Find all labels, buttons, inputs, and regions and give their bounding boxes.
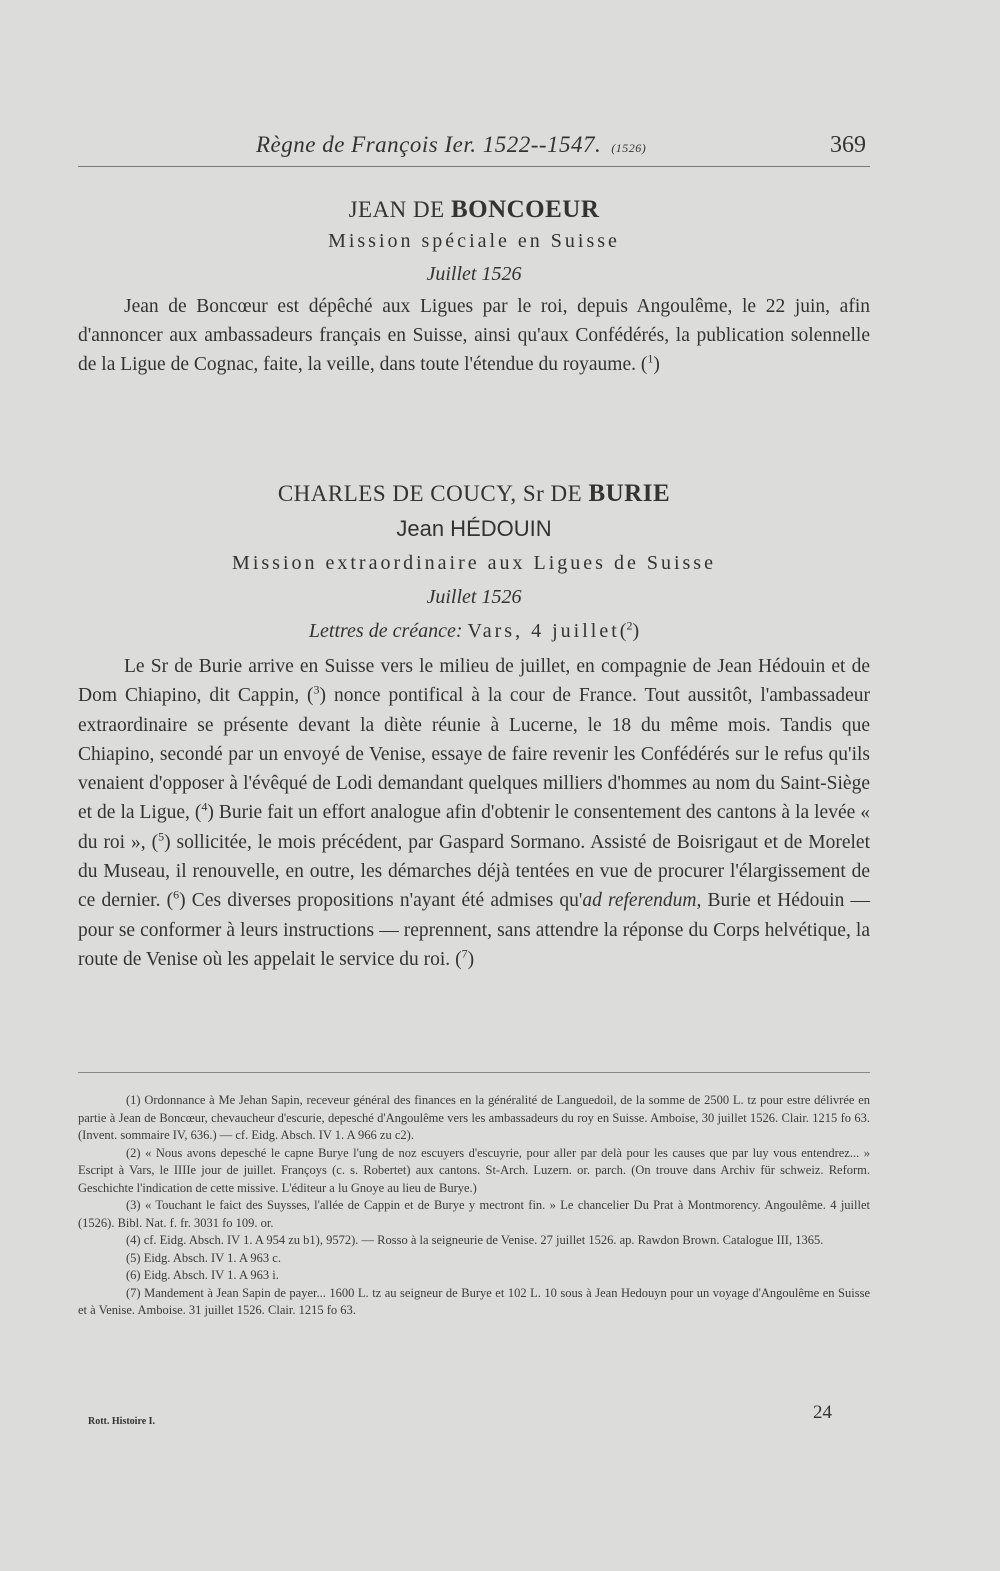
note-ref-5: 5	[158, 829, 165, 844]
section1-title: JEAN DE BONCOEUR	[348, 196, 600, 223]
footnote-7: (7) Mandement à Jean Sapin de payer... 1600 L. tz au seigneur de Burye et 102 L. 10 sous à Jean Hedouyn pour un voyage d'Angoulême en Suisse et à Venise. Amboise. 31 juillet 1526. Clair. 1215 fo 63.	[78, 1285, 870, 1317]
footnote-6: (6) Eidg. Absch. IV 1. A 963 i.	[126, 1268, 279, 1282]
footnote-5: (5) Eidg. Absch. IV 1. A 963 c.	[126, 1250, 281, 1265]
credence-line: Lettres de créance: Vars, 4 juillet($^2$)	[308, 618, 640, 642]
section1-date: Juillet 1526	[426, 263, 522, 285]
credence-label: Lettres de créance:	[308, 620, 463, 642]
note-ref-3: 3	[313, 682, 320, 697]
credence-place: Vars, 4 juillet	[467, 620, 620, 642]
footnote-3: (3) « Touchant le faict des Suysses, l'allée de Cappin et de Burye y mectront fin. » Le chancelier Du Prat à Montmorency. Angoulême. 4 juillet (1526). Bibl. Nat. f. fr. 3031 fo 109. or.	[78, 1198, 870, 1230]
section2-date: Juillet 1526	[426, 586, 522, 608]
footnote-2: (2) « Nous avons depesché le capne Burye l'ung de noz escuyers d'escuyrie, pour aller par delà pour les causes que par luy vous entendrez... » Escript à Vars, le IIIIe jour de juillet. Françoys (c. s. Robertet) aux cantons. St-Arch. Luzern. or. parch. (On trouve dans Archiv für schweiz. Reform. Geschichte l'indication de cette missive. L'éditeur a lu Gnoye au lieu de Burye.)	[78, 1145, 870, 1195]
note-ref-7: 7	[461, 946, 468, 961]
section2-title: CHARLES DE COUCY, Sr DE BURIE	[277, 480, 671, 507]
year-tag: (1526)	[611, 141, 647, 155]
footnote-1: (1) Ordonnance à Me Jehan Sapin, receveur général des finances en la généralité de Languedoil, de la somme de 2500 L. tz pour estre délivrée en partie à Jean de Boncœur, chevaucheur d'escurie, depesché d'Angoulême vers les ambassadeurs du roy en Suisse. Amboise, 30 juillet 1526. Clair. 1215 fo 63. (Invent. sommaire IV, 636.) — cf. Eidg. Absch. IV 1. A 966 zu c2).	[78, 1093, 870, 1142]
page-footer	[78, 1402, 870, 1432]
footnote-divider	[78, 1072, 870, 1073]
note-ref-2: 2	[626, 618, 633, 633]
note-ref-1: 1	[647, 351, 654, 366]
section2-title-name: BURIE	[588, 480, 671, 507]
section2-paragraph: Le Sr de Burie arrive en Suisse vers le milieu de juillet, en compagnie de Jean Hédouin et de Dom Chiapino, dit Cappin, ($^3$) nonce pontifical à la cour de France. Tout aussitôt, l'ambassadeur extraordinaire se présente devant la diète réunie à Lucerne, le 18 du même mois. Tandis que Chiapino, secondé par un envoyé de Venise, essaye de faire revenir les Confédérés sur le refus qu'ils venaient d'opposer à l'évêqué de Lodi demandant quelques milliers d'hommes au nom du Saint-Siège et de la Ligue, ($^4$) Burie fait un effort analogue afin d'obtenir le consentement des cantons à la levée « du roi », ($^5$) sollicitée, le mois précédent, par Gaspard Sormano. Assisté de Boisrigaut et de Morelet du Museau, il renouvelle, en outre, les démarches déjà tentées en vue de procurer l'élargissement de ce dernier. ($^6$) Ces diverses propositions n'ayant été admises qu'ad referendum, Burie et Hédouin — pour se conformer à leurs instructions — reprennent, sans attendre la réponse du Corps helvétique, la route de Venise où les appelait le service du roi. ($^7$)	[78, 656, 870, 970]
running-title: Règne de François Ier. 1522--1547. (1526)	[256, 132, 647, 157]
section2-subtitle-name: Jean HÉDOUIN	[396, 516, 552, 541]
footnotes	[78, 1092, 870, 1320]
leaf-number: 24	[813, 1402, 832, 1423]
section1-subtitle: Mission spéciale en Suisse	[328, 230, 620, 252]
section2-subtitle-mission: Mission extraordinaire aux Ligues de Suisse	[232, 552, 716, 574]
footnote-4: (4) cf. Eidg. Absch. IV 1. A 954 zu b1), 9572). — Rosso à la seigneurie de Venise. 27 juillet 1526. ap. Rawdon Brown. Catalogue III, 1365.	[126, 1233, 824, 1247]
signature-mark: Rott. Histoire I.	[88, 1416, 156, 1427]
section1-title-name: BONCOEUR	[450, 196, 600, 223]
note-ref-6: 6	[173, 887, 180, 902]
note-ref-4: 4	[201, 799, 208, 814]
section1-paragraph: Jean de Boncœur est dépêché aux Ligues par le roi, depuis Angoulême, le 22 juin, afin d'annoncer aux ambassadeurs français en Suisse, ainsi qu'aux Confédérés, la publication solennelle de la Ligue de Cognac, faite, la veille, dans toute l'étendue du royaume. ($^1$)	[78, 296, 870, 375]
page-number: 369	[830, 132, 866, 158]
running-header	[78, 132, 870, 167]
